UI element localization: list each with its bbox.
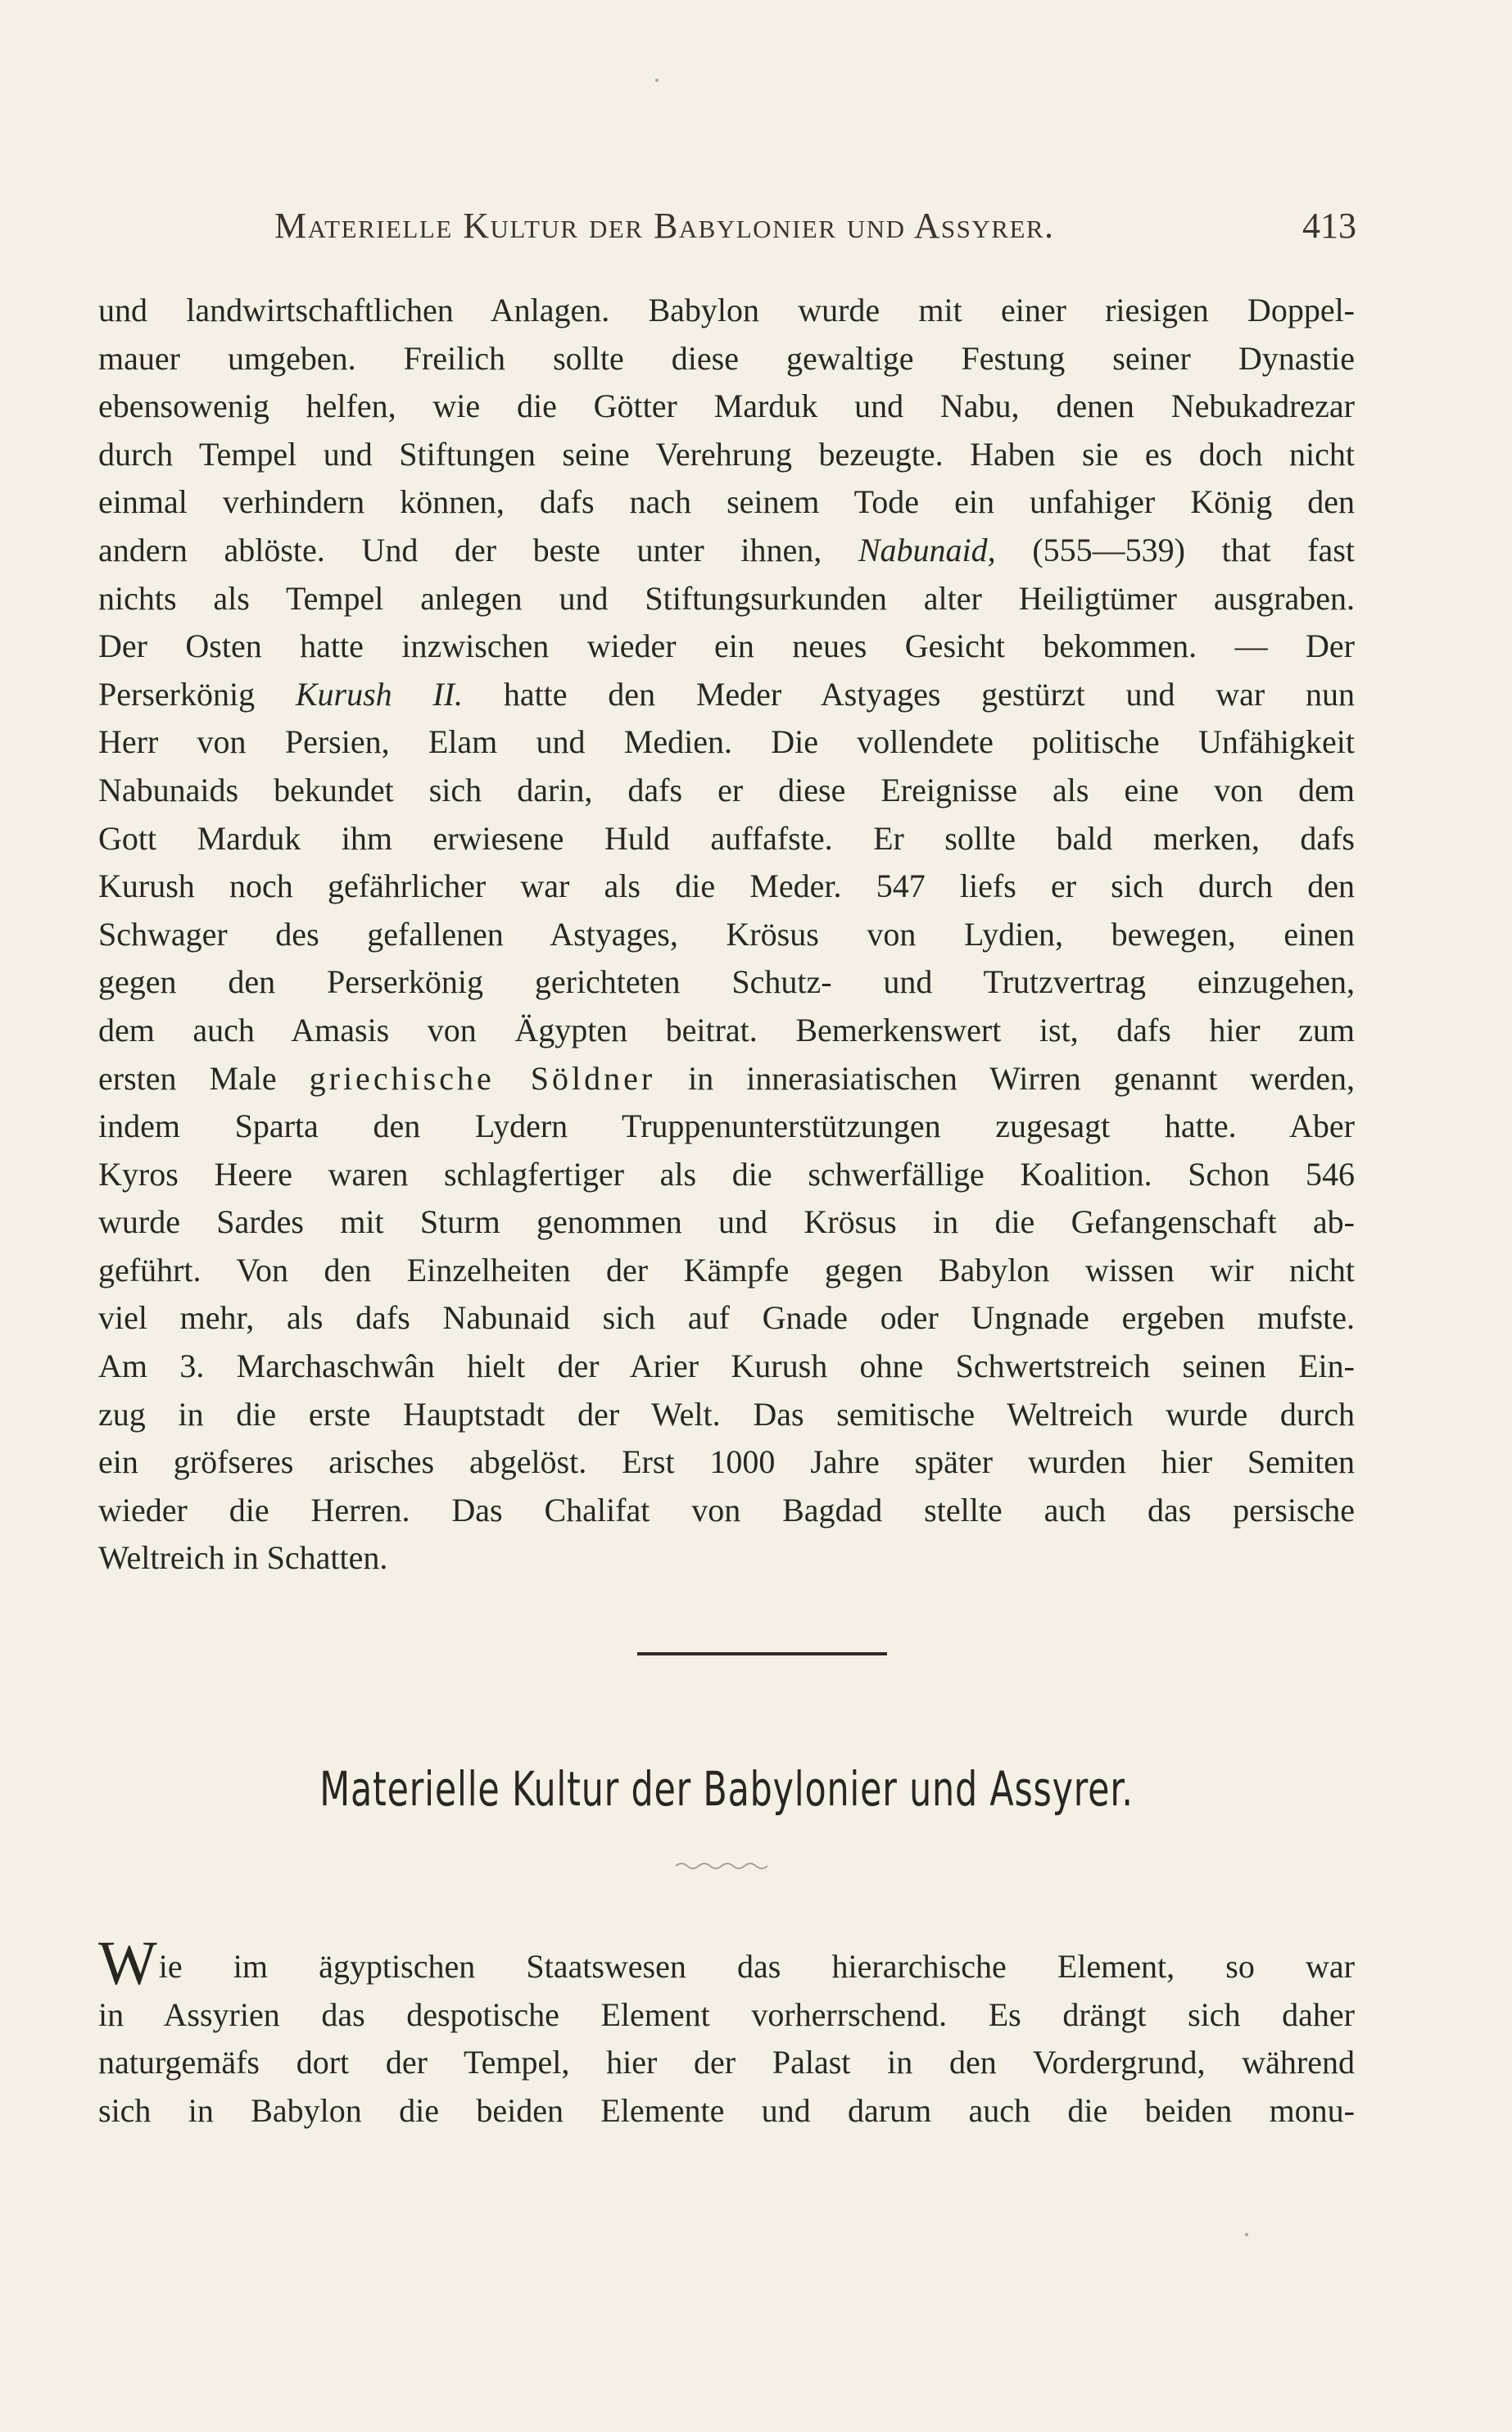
text-line: einmal verhindern können, dafs nach seinem Tode ein unfahiger König den [98, 483, 1355, 521]
text-run: ersten Male [98, 1059, 310, 1097]
text-run: ie im ägyptischen Staatswesen das hierarchische Element, so war [158, 1948, 1355, 1985]
text-line: nichts als Tempel anlegen und Stiftungsurkunden alter Heiligtümer ausgraben. [98, 579, 1355, 617]
text-line: mauer umgeben. Freilich sollte diese gewaltige Festung seiner Dynastie [98, 339, 1355, 377]
text-line: und landwirtschaftlichen Anlagen. Babylon wurde mit einer riesigen Doppel- [98, 292, 1355, 328]
text-line [98, 1055, 1355, 1103]
text-run: andern ablöste. Und der beste unter ihnen, [98, 531, 858, 568]
italic-name-kurush: Kurush II. [295, 675, 464, 713]
text-line: Schwager des gefallenen Astyages, Krösus von Lydien, bewegen, einen [98, 915, 1355, 953]
text-line: gegen den Perserkönig gerichteten Schutz- und Trutzvertrag einzugehen, [98, 963, 1355, 1001]
text-line: Kurush noch gefährlicher war als die Meder. 547 liefs er sich durch den [98, 867, 1355, 905]
text-run: in innerasiatischen Wirren genannt werden, [655, 1059, 1356, 1097]
wavy-ornament-icon [674, 1859, 772, 1873]
text-run: (555—539) that fast [995, 531, 1355, 568]
text-line: ebensowenig helfen, wie die Götter Marduk und Nabu, denen Nebukadrezar [98, 387, 1355, 425]
drop-cap: W [98, 1929, 157, 1998]
italic-name-nabunaid: Nabunaid, [858, 531, 996, 568]
paragraph-continued [98, 287, 1355, 1583]
text-run: Perserkönig [98, 675, 296, 713]
text-line: Kyros Heere waren schlagfertiger als die schwerfällige Koalition. Schon 546 [98, 1155, 1355, 1193]
text-line: geführt. Von den Einzelheiten der Kämpfe gegen Babylon wissen wir nicht [98, 1251, 1355, 1288]
text-run: hatte den Meder Astyages gestürzt und war nun [463, 675, 1356, 713]
text-line: sich in Babylon die beiden Elemente und darum auch die beiden monu- [98, 2091, 1355, 2129]
paper-speck [1245, 2233, 1248, 2236]
paper-speck [655, 79, 659, 82]
spaced-emphasis: griechische Söldner [309, 1059, 656, 1097]
text-line: Weltreich in Schatten. [98, 1539, 388, 1577]
text-line: in Assyrien das despotische Element vorherrschend. Es drängt sich daher [98, 1995, 1355, 2033]
text-line: ein gröfseres arisches abgelöst. Erst 1000 Jahre später wurden hier Semiten [98, 1443, 1355, 1481]
text-line [98, 1929, 1355, 1998]
text-line: durch Tempel und Stiftungen seine Verehrung bezeugte. Haben sie es doch nicht [98, 435, 1355, 473]
section-divider-rule [637, 1652, 887, 1655]
text-line: wieder die Herren. Das Chalifat von Bagdad stellte auch das persische [98, 1491, 1355, 1528]
text-line: naturgemäfs dort der Tempel, hier der Palast in den Vordergrund, während [98, 2044, 1355, 2081]
text-line: Nabunaids bekundet sich darin, dafs er diese Ereignisse als eine von dem [98, 771, 1355, 808]
text-line: Am 3. Marchaschwân hielt der Arier Kurush ohne Schwertstreich seinen Ein- [98, 1347, 1355, 1385]
text-line: dem auch Amasis von Ägypten beitrat. Bemerkenswert ist, dafs hier zum [98, 1011, 1355, 1048]
page-number: 413 [1302, 206, 1356, 246]
running-head [98, 205, 1356, 254]
text-line [98, 527, 1355, 575]
text-line: Gott Marduk ihm erwiesene Huld auffafste. Er sollte bald merken, dafs [98, 819, 1355, 857]
text-line [98, 671, 1355, 719]
section-heading: Materielle Kultur der Babylonier und Assyrer. [319, 1761, 1134, 1817]
text-line: indem Sparta den Lydern Truppenunterstützungen zugesagt hatte. Aber [98, 1107, 1355, 1145]
text-line: wurde Sardes mit Sturm genommen und Krösus in die Gefangenschaft ab- [98, 1203, 1355, 1241]
paragraph-new-section [98, 1929, 1355, 2135]
running-title: Materielle Kultur der Babylonier und Assyrer. [274, 206, 1055, 246]
text-line: zug in die erste Hauptstadt der Welt. Das semitische Weltreich wurde durch [98, 1395, 1355, 1433]
text-line: Der Osten hatte inzwischen wieder ein neues Gesicht bekommen. — Der [98, 627, 1355, 665]
text-line: viel mehr, als dafs Nabunaid sich auf Gnade oder Ungnade ergeben mufste. [98, 1299, 1355, 1337]
text-line: Herr von Persien, Elam und Medien. Die vollendete politische Unfähigkeit [98, 723, 1355, 761]
